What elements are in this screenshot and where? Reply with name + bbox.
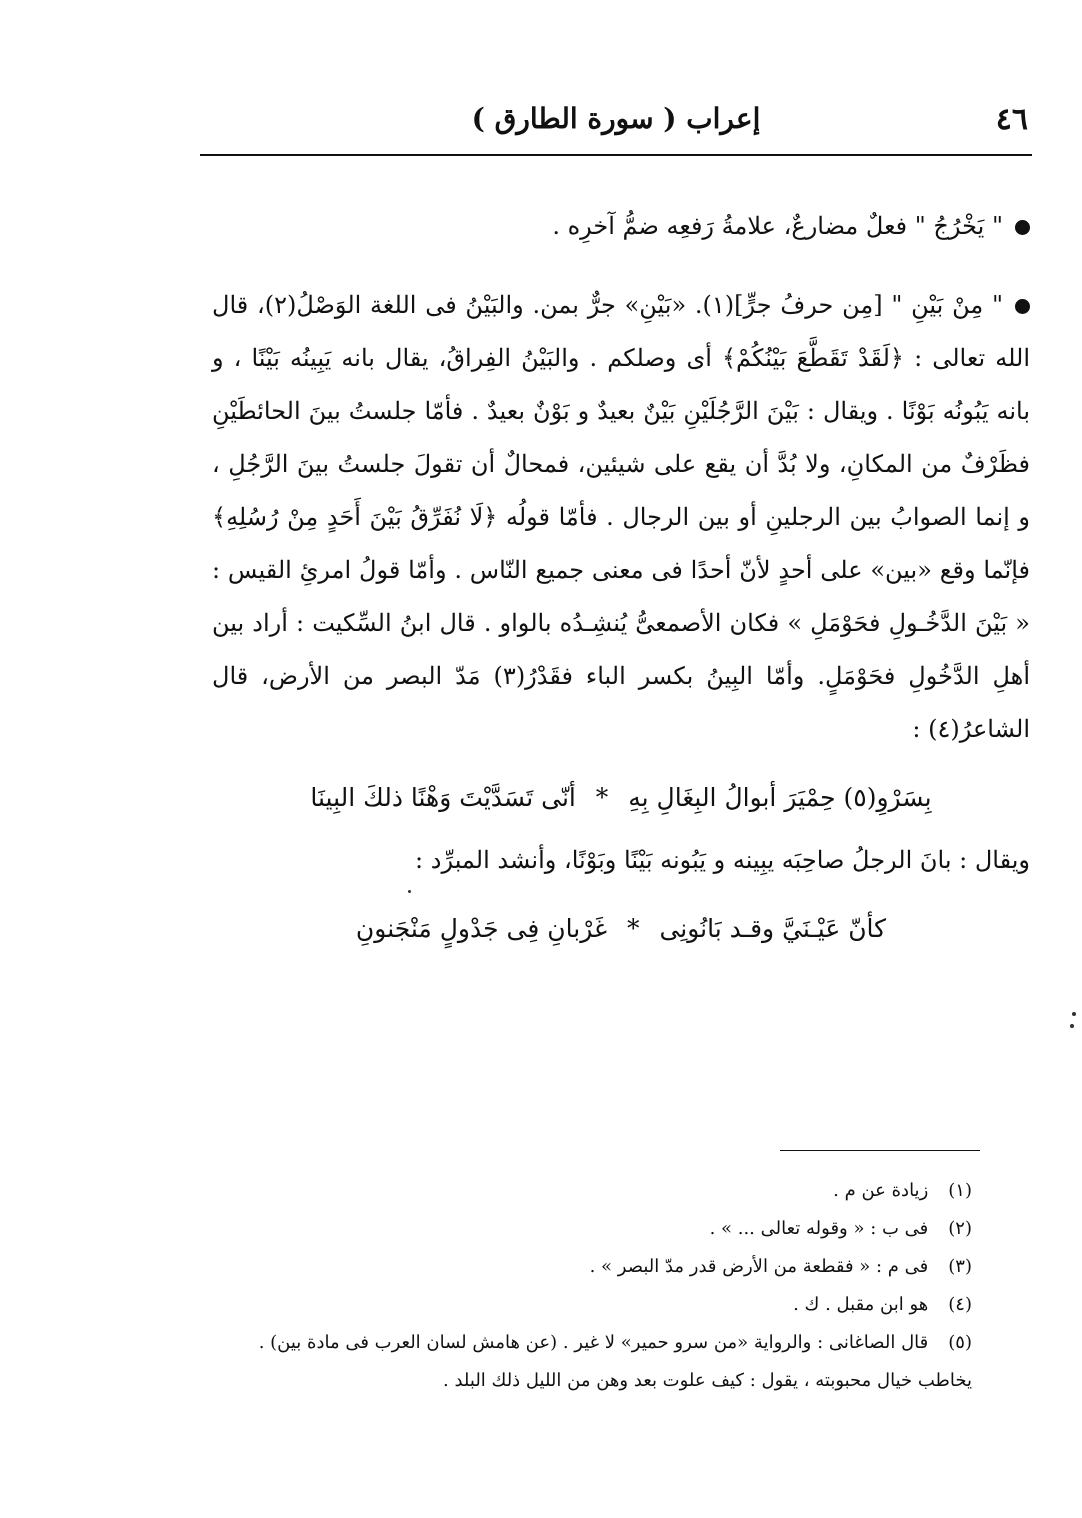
main-text	[212, 200, 1030, 965]
footnote-text: قال الصاغانى : والرواية «من سرو حمير» لا غير . (عن هامش لسان العرب فى مادة بين) .	[258, 1332, 929, 1353]
verse-separator: *	[595, 783, 609, 812]
verse-1-first-hemistich: بِسَرْوِ(٥) حِمْيَرَ أبوالُ البِغَالِ بِهِ	[628, 783, 932, 812]
paragraph-yuqal: ويقال : بانَ الرجلُ صاحِبَه يبِينه و يَبُونه بَيْنًا وبَوْنًا، وأنشد المبرِّد :	[415, 846, 1030, 874]
bullet-icon	[1015, 220, 1030, 235]
footnote-item	[212, 1248, 972, 1286]
paragraph-yakhruj	[212, 200, 1030, 253]
footnote-item	[212, 1324, 972, 1362]
footnote-text: فى م : « فقطعة من الأرض قدر مدّ البصر » .	[589, 1256, 929, 1277]
verse-2-first-hemistich: كأنّ عَيْـنَيَّ وقـد بَانُونِى	[659, 914, 887, 943]
footnote-continuation: يخاطب خيال محبوبته ، يقول : كيف علوت بعد وهن من الليل ذلك البلد .	[443, 1370, 972, 1391]
footnote-number: (٤)	[948, 1294, 972, 1315]
scan-speck	[408, 890, 411, 893]
footnote-number: (١)	[948, 1180, 972, 1201]
paragraph-1-text: " يَخْرُجُ " فعلٌ مضارعٌ، علامةُ رَفعِه ضمُّ آخرِه .	[552, 212, 1003, 240]
footnote-number: (٢)	[948, 1218, 972, 1239]
running-title: إعراب ( سورة الطارق )	[471, 102, 761, 135]
scan-speck	[1072, 1012, 1076, 1016]
page-number: ٤٦	[995, 102, 1028, 137]
footnote-item	[212, 1210, 972, 1248]
footnote-item	[212, 1286, 972, 1324]
footnote-text: فى ب : « وقوله تعالى ... » .	[709, 1218, 929, 1239]
verse-2-second-hemistich: غَرْبانِ فِى جَدْولٍ مَنْجَنونِ	[355, 914, 608, 943]
verse-separator: *	[627, 914, 640, 943]
footnote-number: (٣)	[948, 1256, 972, 1277]
paragraph-min-bayn	[212, 279, 1030, 756]
footnote-item	[212, 1172, 972, 1210]
verse-1	[212, 768, 1030, 828]
verse-2	[212, 899, 1030, 959]
footnote-divider	[780, 1150, 980, 1151]
footnotes	[212, 1172, 972, 1400]
footnote-number: (٥)	[948, 1332, 972, 1353]
verse-1-second-hemistich: أنّى تَسَدَّيْتَ وَهْنًا ذلكَ البِينَا	[310, 783, 576, 812]
page-header	[200, 98, 1032, 156]
footnote-text: هو ابن مقبل . ك .	[793, 1294, 929, 1315]
scan-speck	[1070, 1024, 1074, 1028]
paragraph-2-text: " مِنْ بَيْنِ " [مِن حرفُ جرٍّ](١). «بَيْنِ» جرٌّ بمن. والبَيْنُ فى اللغة الوَصْلُ(٢)، قال الله تعالى : ﴿لَقَدْ تَقَطَّعَ بَيْنُكُمْ﴾ أى وصلكم . والبَيْنُ الفِراقُ، يقال بانه يَبِينُه بَيْنًا ، و بانه يَبُونُه بَوْنًا . ويقال : بَيْنَ الرَّجُلَيْنِ بَيْنٌ بعيدٌ و بَوْنٌ بعيدٌ . فأمّا جلستُ بينَ الحائطَيْنِ فظَرْفٌ من المكانِ، ولا بُدَّ أن يقع على شيئين، فمحالٌ أن تقولَ جلستُ بينَ الرَّجُلِ ، و إنما الصوابُ بين الرجلينِ أو بين الرجال . فأمّا قولُه ﴿لَا نُفَرِّقُ بَيْنَ أَحَدٍ مِنْ رُسُلِهِ﴾ فإنّما وقع «بين» على أحدٍ لأنّ أحدًا فى معنى جميع النّاس . وأمّا قولُ امرئِ القيس : « بَيْنَ الدَّخُـولِ فحَوْمَلِ » فكان الأصمعىُّ يُنشِـدُه بالواو . قال ابنُ السِّكيت : أراد بين أهلِ الدَّخُولِ فحَوْمَلٍ. وأمّا البِينُ بكسر الباء فقَدْرُ(٣) مَدّ البصر من الأرض، قال الشاعرُ(٤) :	[212, 291, 1030, 743]
footnote-text: زيادة عن م .	[833, 1180, 929, 1201]
bullet-icon	[1015, 299, 1030, 314]
